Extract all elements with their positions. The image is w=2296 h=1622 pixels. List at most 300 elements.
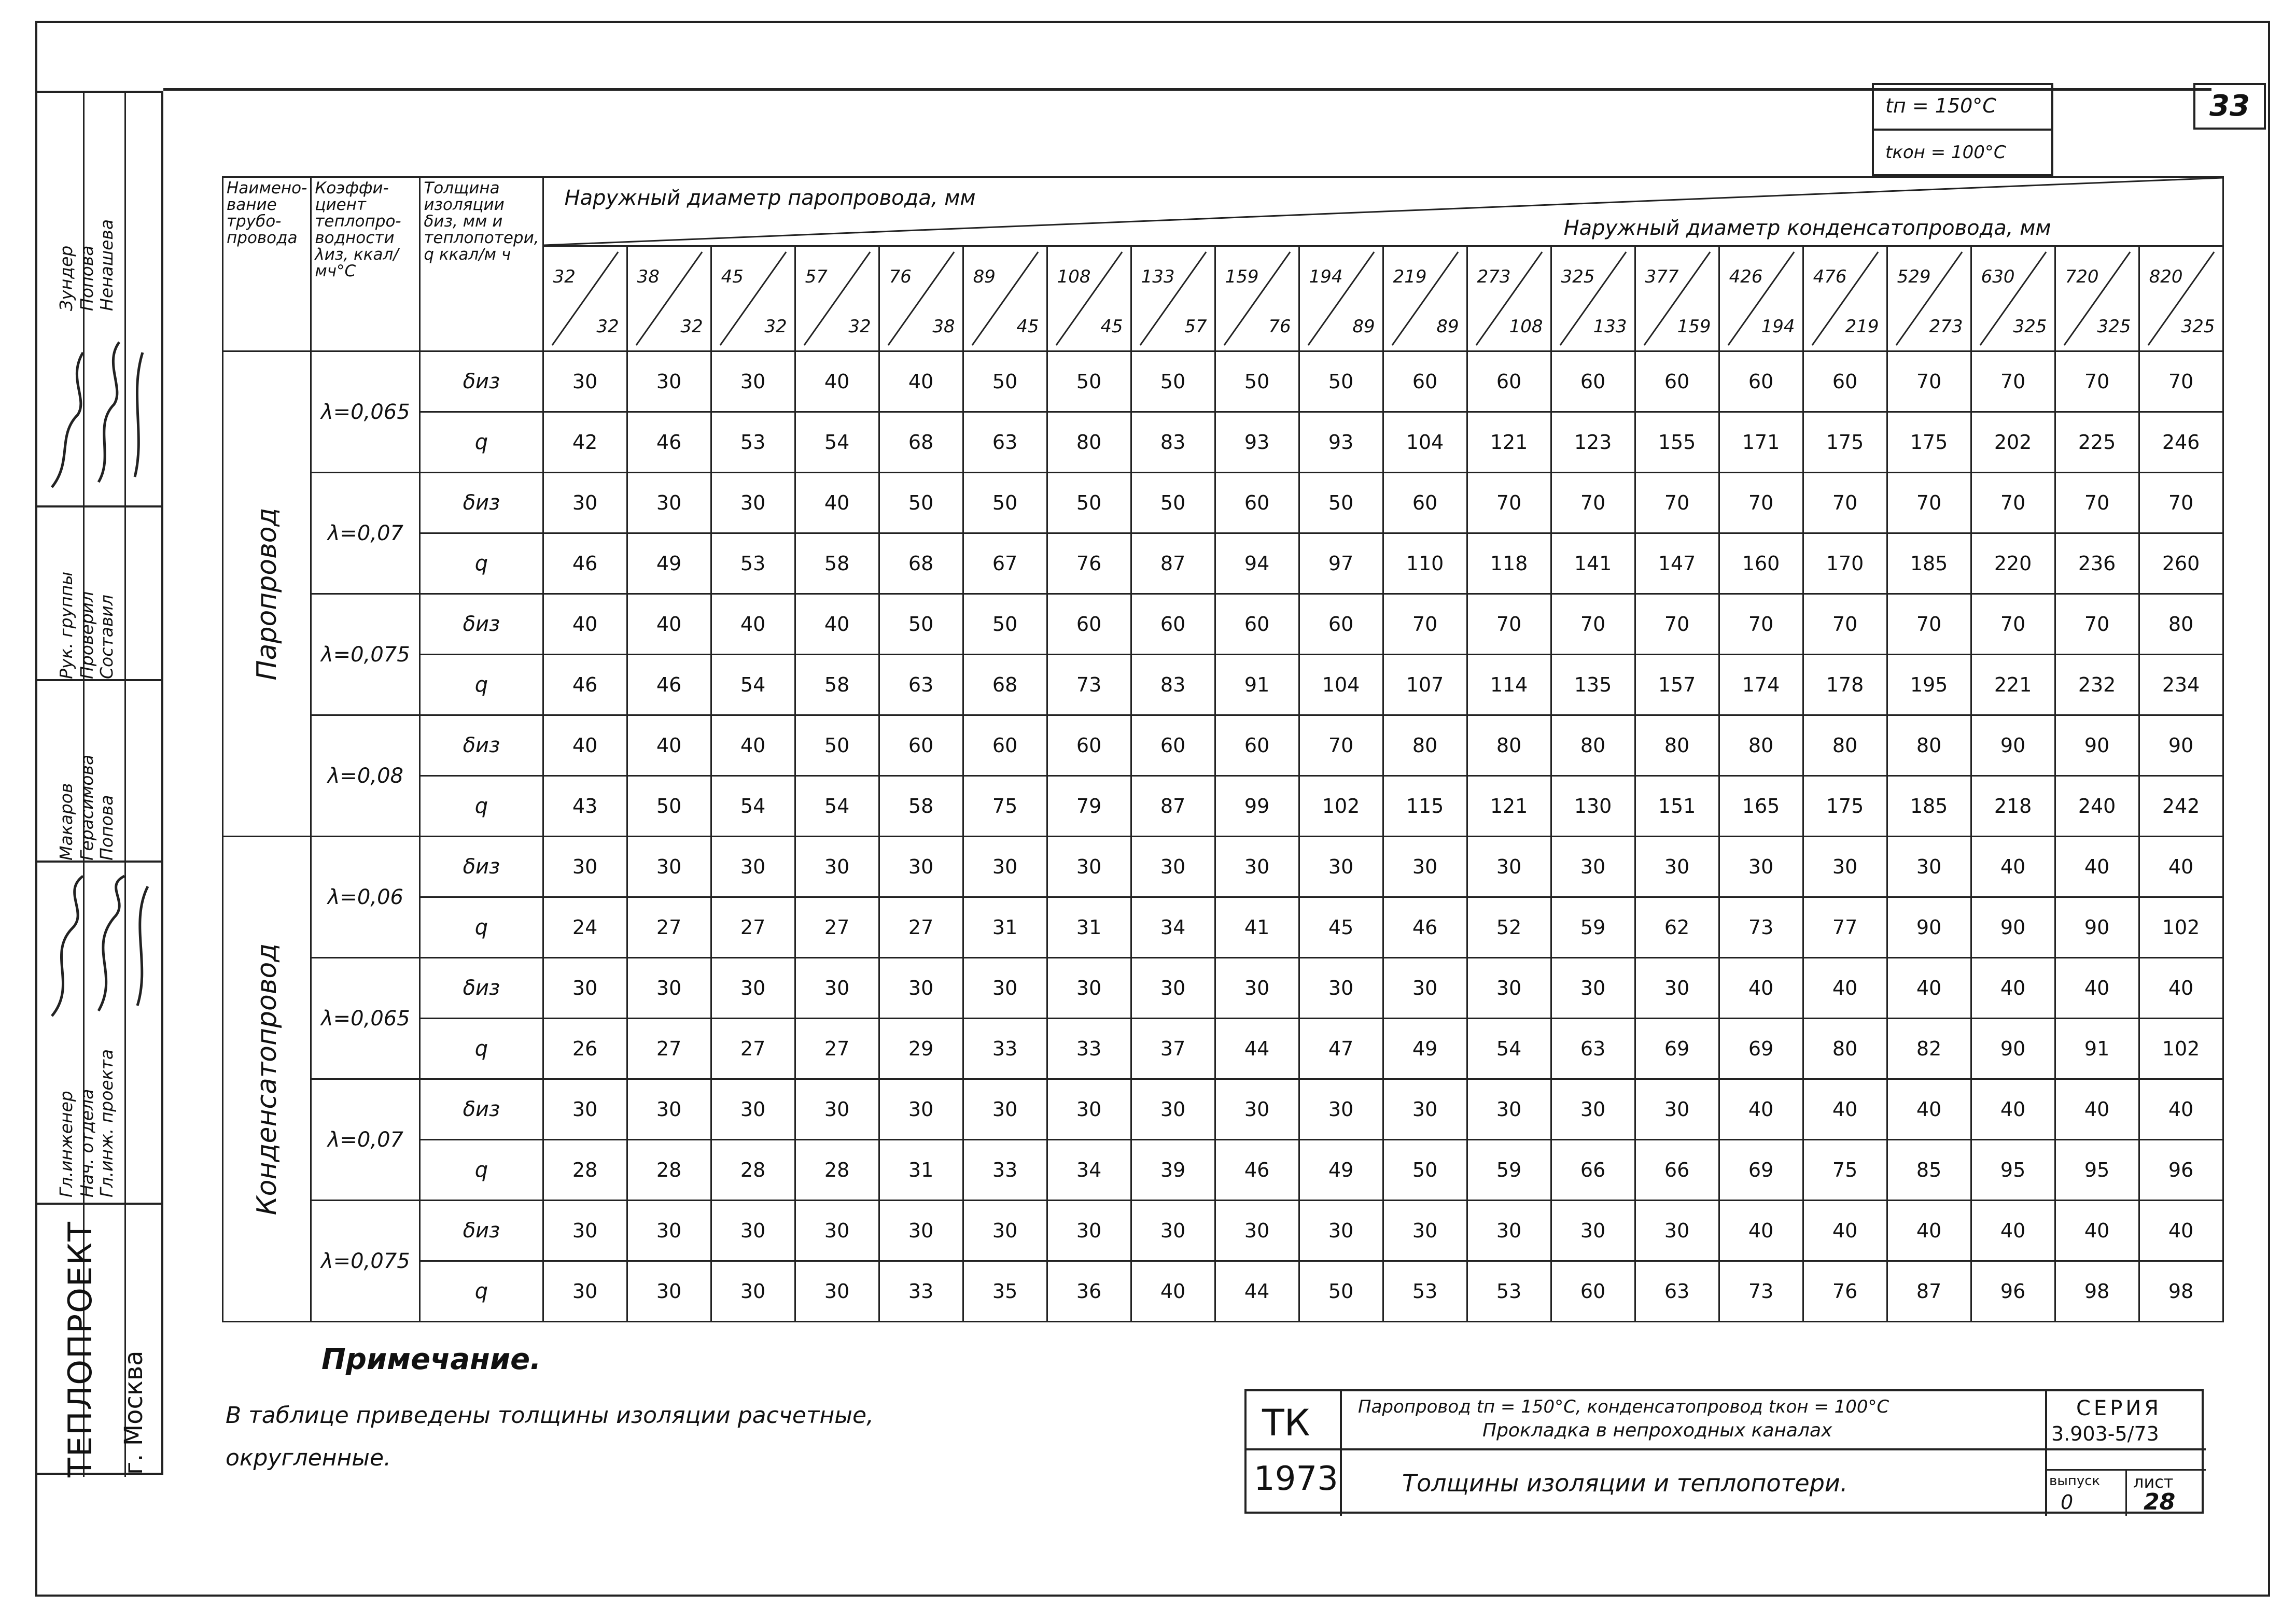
heat-loss-value: 54	[711, 776, 795, 837]
table-row	[223, 776, 2223, 837]
heat-loss-value: 49	[1299, 1140, 1383, 1201]
heat-loss-value: 44	[1215, 1261, 1299, 1322]
steam-diameter: 219	[1393, 266, 1427, 287]
heat-loss-value: 165	[1719, 776, 1803, 837]
thickness-value: 30	[1887, 837, 1971, 897]
thickness-value: 90	[2139, 715, 2223, 776]
stamp-role: Составил	[96, 595, 117, 679]
thickness-value: 40	[2055, 958, 2139, 1019]
stamp-role: Нач. отдела	[77, 1089, 97, 1197]
thickness-value: 30	[1215, 1079, 1299, 1140]
table-row	[223, 1019, 2223, 1079]
series-label: СЕРИЯ	[2076, 1397, 2162, 1420]
thickness-value: 60	[963, 715, 1047, 776]
steam-diameter: 32	[553, 266, 576, 287]
conductivity-coef: λ=0,065	[311, 351, 420, 473]
conductivity-coef: λ=0,06	[311, 837, 420, 958]
stamp-name: Герасимова	[77, 754, 97, 861]
thickness-value: 80	[1719, 715, 1803, 776]
thickness-value: 30	[963, 958, 1047, 1019]
thickness-value: 30	[1299, 1079, 1383, 1140]
thickness-value: 30	[543, 1201, 627, 1261]
condensate-diameter: 45	[1100, 316, 1123, 337]
heat-loss-value: 27	[795, 897, 879, 958]
condensate-diameter: 89	[1436, 316, 1459, 337]
steam-diameter: 57	[805, 266, 828, 287]
series-number: 3.903-5/73	[2051, 1422, 2159, 1445]
steam-diameter: 377	[1645, 266, 1679, 287]
heat-loss-value: 90	[1971, 1019, 2055, 1079]
heat-loss-value: 170	[1803, 533, 1887, 594]
thickness-value: 70	[1803, 473, 1887, 533]
thickness-value: 60	[1047, 715, 1131, 776]
thickness-value: 30	[1215, 837, 1299, 897]
thickness-value: 50	[1299, 473, 1383, 533]
thickness-value: 50	[1131, 473, 1215, 533]
thickness-value: 60	[1215, 473, 1299, 533]
table-row	[223, 594, 2223, 655]
heat-loss-label: q	[420, 1019, 543, 1079]
condensate-diameter: 32	[848, 316, 871, 337]
thickness-value: 30	[795, 958, 879, 1019]
issue-label: выпуск	[2049, 1473, 2101, 1489]
heat-loss-value: 28	[711, 1140, 795, 1201]
steam-diameter: 108	[1057, 266, 1091, 287]
heat-loss-value: 75	[963, 776, 1047, 837]
steam-temp: tп = 150°C	[1885, 94, 1996, 117]
title-line-2: Прокладка в непроходных каналах	[1482, 1420, 1832, 1441]
heat-loss-value: 174	[1719, 655, 1803, 715]
thickness-value: 60	[1131, 715, 1215, 776]
heat-loss-value: 33	[879, 1261, 963, 1322]
table-row	[223, 412, 2223, 473]
steam-diameter: 133	[1141, 266, 1175, 287]
heat-loss-value: 45	[1299, 897, 1383, 958]
thickness-value: 30	[627, 1201, 711, 1261]
heat-loss-value: 24	[543, 897, 627, 958]
signature-1	[41, 332, 156, 498]
heat-loss-value: 98	[2139, 1261, 2223, 1322]
heat-loss-value: 221	[1971, 655, 2055, 715]
stamp-name: Ненашева	[96, 219, 117, 311]
heat-loss-value: 87	[1131, 776, 1215, 837]
thickness-value: 50	[1131, 351, 1215, 412]
condensate-diameter: 57	[1184, 316, 1207, 337]
thickness-value: 30	[1803, 837, 1887, 897]
title-block	[1244, 1389, 2204, 1514]
thickness-value: 40	[1803, 958, 1887, 1019]
header-thickness: Толщина изоляции δиз, мм и теплопотери, q ккал/м ч	[420, 177, 543, 351]
stamp-group-2	[56, 534, 76, 679]
heat-loss-value: 171	[1719, 412, 1803, 473]
heat-loss-value: 83	[1131, 655, 1215, 715]
heat-loss-value: 58	[879, 776, 963, 837]
heat-loss-value: 130	[1551, 776, 1635, 837]
heat-loss-value: 43	[543, 776, 627, 837]
thickness-value: 40	[711, 594, 795, 655]
heat-loss-value: 67	[963, 533, 1047, 594]
thickness-value: 80	[1635, 715, 1719, 776]
heat-loss-value: 202	[1971, 412, 2055, 473]
condensate-diameter: 108	[1509, 316, 1543, 337]
thickness-value: 50	[963, 594, 1047, 655]
thickness-value: 70	[2055, 351, 2139, 412]
heat-loss-value: 35	[963, 1261, 1047, 1322]
thickness-value: 80	[1803, 715, 1887, 776]
insulation-table	[222, 176, 2224, 1322]
heat-loss-value: 97	[1299, 533, 1383, 594]
thickness-value: 40	[795, 594, 879, 655]
heat-loss-value: 27	[711, 1019, 795, 1079]
thickness-value: 40	[1719, 1079, 1803, 1140]
condensate-diameter: 325	[2181, 316, 2215, 337]
heat-loss-value: 83	[1131, 412, 1215, 473]
thickness-value: 40	[1803, 1079, 1887, 1140]
diameter-header-cell	[1215, 246, 1299, 351]
heat-loss-value: 50	[1299, 1261, 1383, 1322]
thickness-value: 30	[1635, 837, 1719, 897]
thickness-value: 60	[1047, 594, 1131, 655]
stamp-group-3	[56, 705, 76, 861]
thickness-value: 60	[879, 715, 963, 776]
stamp-role: Рук. группы	[56, 571, 76, 679]
heat-loss-value: 76	[1047, 533, 1131, 594]
stamp-divider	[36, 1203, 163, 1205]
heat-loss-value: 59	[1467, 1140, 1551, 1201]
heat-loss-value: 28	[627, 1140, 711, 1201]
table-row	[223, 715, 2223, 776]
thickness-label: δиз	[420, 594, 543, 655]
heat-loss-value: 33	[963, 1019, 1047, 1079]
heat-loss-value: 195	[1887, 655, 1971, 715]
thickness-value: 30	[1635, 1201, 1719, 1261]
heat-loss-value: 80	[1803, 1019, 1887, 1079]
heat-loss-value: 114	[1467, 655, 1551, 715]
tb-divider	[2045, 1391, 2047, 1516]
thickness-value: 70	[2055, 473, 2139, 533]
heat-loss-value: 46	[627, 412, 711, 473]
pipe-group-name: Конденсатопровод	[251, 943, 283, 1215]
thickness-value: 50	[795, 715, 879, 776]
diameter-header-cell	[879, 246, 963, 351]
thickness-value: 30	[711, 1079, 795, 1140]
thickness-value: 30	[1467, 1079, 1551, 1140]
heat-loss-value: 33	[1047, 1019, 1131, 1079]
thickness-value: 40	[543, 715, 627, 776]
steam-diameter: 76	[889, 266, 912, 287]
signature-2	[41, 871, 156, 1026]
thickness-value: 70	[1803, 594, 1887, 655]
thickness-value: 40	[879, 351, 963, 412]
thickness-value: 80	[1383, 715, 1467, 776]
thickness-value: 60	[1299, 594, 1383, 655]
heat-loss-label: q	[420, 1140, 543, 1201]
heat-loss-value: 157	[1635, 655, 1719, 715]
diameter-header-cell	[1467, 246, 1551, 351]
heat-loss-value: 53	[711, 412, 795, 473]
thickness-value: 40	[2055, 837, 2139, 897]
thickness-value: 30	[543, 473, 627, 533]
heat-loss-value: 34	[1131, 897, 1215, 958]
stamp-group-1b	[77, 207, 97, 311]
heat-loss-value: 90	[1971, 897, 2055, 958]
thickness-value: 30	[879, 1201, 963, 1261]
thickness-value: 30	[1467, 958, 1551, 1019]
tb-divider	[1340, 1391, 1342, 1516]
steam-diameter: 720	[2065, 266, 2099, 287]
condensate-diameter: 325	[2097, 316, 2131, 337]
heat-loss-value: 31	[963, 897, 1047, 958]
heat-loss-value: 75	[1803, 1140, 1887, 1201]
thickness-value: 40	[1803, 1201, 1887, 1261]
table-row	[223, 1140, 2223, 1201]
heat-loss-value: 87	[1131, 533, 1215, 594]
heat-loss-value: 80	[1047, 412, 1131, 473]
table-row	[223, 1201, 2223, 1261]
steam-diameter: 325	[1561, 266, 1595, 287]
thickness-value: 80	[1467, 715, 1551, 776]
heat-loss-value: 31	[879, 1140, 963, 1201]
heat-loss-value: 220	[1971, 533, 2055, 594]
heat-loss-value: 87	[1887, 1261, 1971, 1322]
heat-loss-value: 69	[1635, 1019, 1719, 1079]
heat-loss-value: 54	[795, 776, 879, 837]
heat-loss-value: 85	[1887, 1140, 1971, 1201]
heat-loss-value: 160	[1719, 533, 1803, 594]
heat-loss-value: 54	[795, 412, 879, 473]
steam-diameter: 273	[1477, 266, 1511, 287]
table-row	[223, 655, 2223, 715]
condensate-diameter: 219	[1845, 316, 1879, 337]
stamp-group-3b	[77, 705, 97, 861]
heat-loss-value: 26	[543, 1019, 627, 1079]
heat-loss-value: 69	[1719, 1140, 1803, 1201]
stamp-role: Гл.инж. проекта	[96, 1049, 117, 1197]
heat-loss-value: 42	[543, 412, 627, 473]
heat-loss-value: 49	[627, 533, 711, 594]
heat-loss-value: 30	[543, 1261, 627, 1322]
thickness-value: 30	[1047, 958, 1131, 1019]
conductivity-coef: λ=0,08	[311, 715, 420, 837]
thickness-value: 30	[1299, 1201, 1383, 1261]
table-row	[223, 533, 2223, 594]
heat-loss-value: 27	[795, 1019, 879, 1079]
thickness-value: 30	[627, 351, 711, 412]
pipe-group-label	[223, 837, 311, 1322]
heat-loss-value: 58	[795, 655, 879, 715]
table-row	[223, 473, 2223, 533]
diameter-header-cell	[795, 246, 879, 351]
thickness-value: 70	[1635, 473, 1719, 533]
diameter-header-cell	[543, 246, 627, 351]
heat-loss-value: 99	[1215, 776, 1299, 837]
thickness-value: 60	[1803, 351, 1887, 412]
heat-loss-value: 59	[1551, 897, 1635, 958]
condensate-diameter: 32	[764, 316, 787, 337]
thickness-value: 30	[711, 1201, 795, 1261]
thickness-value: 50	[879, 594, 963, 655]
thickness-value: 40	[2139, 837, 2223, 897]
year-mark: 1973	[1254, 1460, 1338, 1498]
thickness-value: 30	[543, 958, 627, 1019]
stamp-group-2b	[77, 534, 97, 679]
steam-diameter: 476	[1813, 266, 1847, 287]
heat-loss-value: 68	[879, 412, 963, 473]
heat-loss-value: 95	[2055, 1140, 2139, 1201]
heat-loss-value: 102	[1299, 776, 1383, 837]
thickness-value: 40	[543, 594, 627, 655]
heat-loss-value: 93	[1299, 412, 1383, 473]
thickness-value: 30	[1299, 837, 1383, 897]
heat-loss-value: 33	[963, 1140, 1047, 1201]
heat-loss-value: 94	[1215, 533, 1299, 594]
thickness-value: 40	[795, 473, 879, 533]
heat-loss-value: 246	[2139, 412, 2223, 473]
heat-loss-value: 91	[2055, 1019, 2139, 1079]
stamp-divider	[36, 679, 163, 681]
heat-loss-value: 234	[2139, 655, 2223, 715]
condensate-temp: tкон = 100°C	[1885, 142, 2006, 163]
heat-loss-value: 44	[1215, 1019, 1299, 1079]
heat-loss-value: 147	[1635, 533, 1719, 594]
thickness-value: 70	[2139, 473, 2223, 533]
diameter-header-cell	[1551, 246, 1635, 351]
heat-loss-value: 104	[1299, 655, 1383, 715]
table-row	[223, 1261, 2223, 1322]
stamp-group-4c	[96, 1021, 117, 1197]
heat-loss-value: 175	[1803, 776, 1887, 837]
thickness-value: 40	[1971, 958, 2055, 1019]
thickness-value: 30	[1719, 837, 1803, 897]
heat-loss-value: 68	[963, 655, 1047, 715]
heat-loss-value: 96	[2139, 1140, 2223, 1201]
thickness-value: 70	[1467, 473, 1551, 533]
heat-loss-value: 30	[795, 1261, 879, 1322]
conductivity-coef: λ=0,07	[311, 1079, 420, 1201]
heat-loss-value: 95	[1971, 1140, 2055, 1201]
heat-loss-value: 63	[1635, 1261, 1719, 1322]
thickness-value: 70	[1971, 594, 2055, 655]
heat-loss-value: 34	[1047, 1140, 1131, 1201]
thickness-value: 30	[1047, 1201, 1131, 1261]
stamp-name: Попова	[96, 795, 117, 861]
thickness-value: 40	[1887, 1079, 1971, 1140]
thickness-value: 30	[1467, 1201, 1551, 1261]
heat-loss-value: 41	[1215, 897, 1299, 958]
table-body	[223, 351, 2223, 1322]
thickness-value: 30	[1551, 837, 1635, 897]
thickness-label: δиз	[420, 837, 543, 897]
heat-loss-value: 62	[1635, 897, 1719, 958]
table-row	[223, 958, 2223, 1019]
thickness-value: 40	[711, 715, 795, 776]
steam-diameter: 529	[1897, 266, 1931, 287]
steam-diameter: 159	[1225, 266, 1259, 287]
stamp-group-2c	[96, 534, 117, 679]
thickness-value: 70	[1971, 473, 2055, 533]
thickness-value: 50	[963, 473, 1047, 533]
thickness-label: δиз	[420, 1079, 543, 1140]
heat-loss-value: 27	[879, 897, 963, 958]
stamp-group-4b	[77, 1042, 97, 1197]
thickness-value: 70	[1635, 594, 1719, 655]
heat-loss-value: 91	[1215, 655, 1299, 715]
thickness-value: 50	[1215, 351, 1299, 412]
condensate-diameter: 133	[1593, 316, 1627, 337]
thickness-value: 60	[1635, 351, 1719, 412]
conductivity-coef: λ=0,075	[311, 594, 420, 715]
heat-loss-value: 218	[1971, 776, 2055, 837]
thickness-value: 40	[1887, 1201, 1971, 1261]
condensate-temp-box	[1872, 129, 2053, 176]
sheet-label: лист	[2133, 1472, 2174, 1492]
thickness-value: 30	[1215, 1201, 1299, 1261]
diameter-header-cell	[1131, 246, 1215, 351]
thickness-value: 50	[963, 351, 1047, 412]
heat-loss-value: 79	[1047, 776, 1131, 837]
condensate-diameter: 32	[680, 316, 703, 337]
header-name: Наимено-вание трубо-провода	[223, 177, 311, 351]
thickness-value: 70	[1971, 351, 2055, 412]
heat-loss-value: 115	[1383, 776, 1467, 837]
table-row	[223, 1079, 2223, 1140]
heat-loss-value: 98	[2055, 1261, 2139, 1322]
heat-loss-value: 90	[2055, 897, 2139, 958]
conductivity-coef: λ=0,075	[311, 1201, 420, 1322]
steam-diameter: 38	[637, 266, 660, 287]
thickness-value: 30	[627, 837, 711, 897]
thickness-label: δиз	[420, 958, 543, 1019]
diameter-header-cell	[1383, 246, 1467, 351]
heat-loss-value: 118	[1467, 533, 1551, 594]
diameter-header-cell	[1971, 246, 2055, 351]
heat-loss-value: 28	[795, 1140, 879, 1201]
thickness-value: 30	[963, 1201, 1047, 1261]
heat-loss-value: 110	[1383, 533, 1467, 594]
heat-loss-value: 260	[2139, 533, 2223, 594]
heat-loss-value: 96	[1971, 1261, 2055, 1322]
thickness-value: 30	[627, 1079, 711, 1140]
diameter-header-cell	[963, 246, 1047, 351]
thickness-value: 30	[1299, 958, 1383, 1019]
tb-divider	[2125, 1469, 2127, 1516]
diameter-header-cell	[1719, 246, 1803, 351]
thickness-value: 70	[1719, 594, 1803, 655]
heat-loss-value: 63	[1551, 1019, 1635, 1079]
thickness-value: 70	[1719, 473, 1803, 533]
heat-loss-value: 175	[1803, 412, 1887, 473]
thickness-value: 30	[1131, 1201, 1215, 1261]
diameter-header-cell	[711, 246, 795, 351]
heat-loss-value: 49	[1383, 1019, 1467, 1079]
heat-loss-value: 93	[1215, 412, 1299, 473]
thickness-value: 30	[1383, 1201, 1467, 1261]
heat-loss-value: 46	[627, 655, 711, 715]
thickness-value: 80	[1551, 715, 1635, 776]
thickness-value: 50	[1047, 473, 1131, 533]
heat-loss-value: 68	[879, 533, 963, 594]
heat-loss-value: 90	[1887, 897, 1971, 958]
title-line-1: Паропровод tп = 150°C, конденсатопровод tкон = 100°C	[1358, 1397, 1889, 1417]
condensate-diameter: 273	[1929, 316, 1963, 337]
heat-loss-value: 63	[879, 655, 963, 715]
heat-loss-value: 135	[1551, 655, 1635, 715]
thickness-value: 30	[1551, 1201, 1635, 1261]
thickness-value: 30	[711, 351, 795, 412]
thickness-value: 90	[1971, 715, 2055, 776]
thickness-value: 60	[1131, 594, 1215, 655]
organization-city: г. Москва	[119, 1350, 148, 1475]
